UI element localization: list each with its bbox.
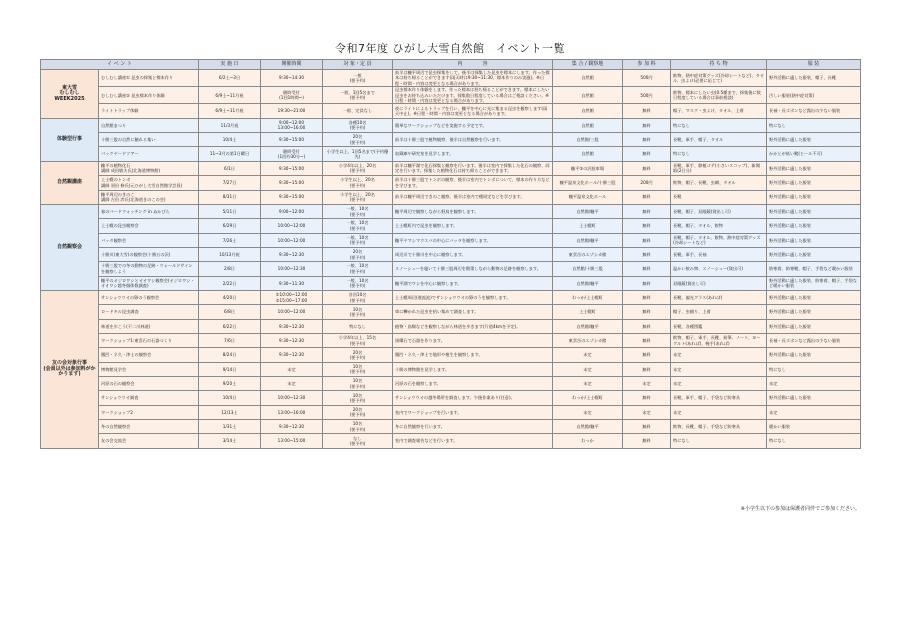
header-fee: 参 加 料 xyxy=(623,60,671,70)
place-cell: 糠平③の沢駐車場 xyxy=(553,161,623,175)
header-target: 対 象・定 員 xyxy=(323,60,393,70)
content-cell: 夜にライトによるトラップを行い、糠平を中心に光に集まる昆虫を観察します(雨天中止)。※日程・時間・内容は変更となる場合があります。 xyxy=(393,104,553,118)
date-cell: 10/13月祝 xyxy=(199,247,261,261)
fee-cell: 無料 xyxy=(623,333,671,347)
dress-cell: 野外活動に適した服装 xyxy=(767,247,861,261)
fee-cell: 無料 xyxy=(623,118,671,132)
target-cell: 20名 (要予約) xyxy=(323,405,393,419)
items-cell: 未定 xyxy=(671,376,767,390)
content-cell: 上士幌周辺(進流池)でサンショウウオの卵のうを観察します。 xyxy=(393,290,553,304)
target-cell: 小学4年以上、20名 (要予約) xyxy=(323,161,393,175)
fee-cell: 500円 xyxy=(623,70,671,87)
time-cell: 未定 xyxy=(261,376,323,390)
event-cell: 冬の自然観察会 xyxy=(99,420,199,434)
table-row xyxy=(41,333,861,347)
dress-cell: 防寒着、防寒靴、帽子、手袋など暖かい服装 xyxy=(767,262,861,276)
items-cell: 飲物、帽子、長靴、虫網、タオル xyxy=(671,176,767,190)
event-cell: 十勝三股での冬の動物の足跡・ウォールドサインを観察しよう xyxy=(99,262,199,276)
dress-cell: 特になし xyxy=(767,118,861,132)
items-cell: 飲物、標本にしたい虫(0.5種まで、採集後に数日程度している場合は事前相談) xyxy=(671,87,767,104)
date-cell: 5/11日 xyxy=(199,204,261,218)
time-cell: ①10:00~12:00 ②15:00~17:00 xyxy=(261,290,323,304)
table-row xyxy=(41,391,861,405)
table-row xyxy=(41,362,861,376)
table-row xyxy=(41,204,861,218)
content-cell: 糠平周辺で観察しながら野鳥を観察します。 xyxy=(393,204,553,218)
event-cell: 博物館見学会 xyxy=(99,362,199,376)
place-cell: 自然館/糠平 xyxy=(553,233,623,247)
event-cell: 河原の石の観察会 xyxy=(99,376,199,390)
event-cell: 春のバードウォッチング in ぬかびら xyxy=(99,204,199,218)
date-cell: 6/2土~3日 xyxy=(199,70,261,87)
event-cell: 上士幌の昆虫観察会 xyxy=(99,219,199,233)
dress-cell: 野外活動に適した服装 xyxy=(767,391,861,405)
event-cell: むしむし講座① 昆虫の採集と標本作り xyxy=(99,70,199,87)
items-cell: 帽子、虫捕り、上着 xyxy=(671,305,767,319)
target-cell: 10名 (要予約) xyxy=(323,420,393,434)
table-row xyxy=(41,133,861,147)
time-cell: 9:30~15:00 xyxy=(261,133,323,147)
time-cell: 13:00~16:00 xyxy=(261,405,323,419)
place-cell: 自然館 xyxy=(553,87,623,104)
place-cell: 東雲岳のエゾシカ館 xyxy=(553,247,623,261)
time-cell: 随時受付 (1回1時間~) xyxy=(261,87,323,104)
items-cell: 長靴、偏光グラス(あれば) xyxy=(671,290,767,304)
content-cell: 河原の石を観察します。 xyxy=(393,376,553,390)
time-cell: 未定 xyxy=(261,362,323,376)
fee-cell: 無料 xyxy=(623,319,671,333)
content-cell: 前半は糠平湖で化石採集と観察を行います。後半は室内で採集した化石の観察、同定を行います。採集した植物化石は持ち帰ることができます。 xyxy=(393,161,553,175)
fee-cell: 500円 xyxy=(623,87,671,104)
dress-cell: 野外活動に適した服装 xyxy=(767,219,861,233)
time-cell: 9:30~14:30 xyxy=(261,70,323,87)
table-row xyxy=(41,104,861,118)
target-cell: 20名 (要予約) xyxy=(323,247,393,261)
target-cell: 小学生以上、20名 (要予約) xyxy=(323,176,393,190)
content-cell: 上士幌町内で昆虫を観察します。 xyxy=(393,219,553,233)
content-cell: 植物・鳥類などを観察しながら林道を歩きます(片道4kmを予定)。 xyxy=(393,319,553,333)
table-row xyxy=(41,247,861,261)
content-cell: 収蔵庫や研究室を見学します。 xyxy=(393,147,553,161)
target-cell: 一般、10名 (要予約) xyxy=(323,204,393,218)
event-cell: ライトトラップ体験 xyxy=(99,104,199,118)
date-cell: 7/26土 xyxy=(199,233,261,247)
date-cell: 10/4日 xyxy=(199,391,261,405)
place-cell: 自然館/十勝三股 xyxy=(553,262,623,276)
event-cell: 鳳凹・ネ久・津士の観察会 xyxy=(99,348,199,362)
content-cell: 糠平湖でワシを中心に観察します。 xyxy=(393,276,553,290)
place-cell: 自然館 xyxy=(553,147,623,161)
date-cell: 7/6日 xyxy=(199,333,261,347)
target-cell: 一般、1回5名まで (要予約) xyxy=(323,87,393,104)
dress-cell: 長袖・長ズボンなど露出の少ない服装 xyxy=(767,333,861,347)
time-cell: 10:00~12:30 xyxy=(261,391,323,405)
content-cell: 冬に自然観察を行います。 xyxy=(393,420,553,434)
date-cell: 8/31日 xyxy=(199,190,261,204)
category-cell: 体験型行事 xyxy=(41,118,99,161)
date-cell: 9/20土 xyxy=(199,376,261,390)
table-row xyxy=(41,376,861,390)
place-cell: 自然館/糠平 xyxy=(553,276,623,290)
table-row xyxy=(41,219,861,233)
dress-cell: かかとが低い靴(ヒール不可) xyxy=(767,147,861,161)
event-cell: バッタ観察会 xyxy=(99,233,199,247)
fee-cell: 無料 xyxy=(623,190,671,204)
dress-cell: 野外活動に適した服装 xyxy=(767,319,861,333)
target-cell: 一般、10名 (要予約) xyxy=(323,233,393,247)
time-cell: 13:00~15:00 xyxy=(261,434,323,448)
date-cell: 6/8日 xyxy=(199,305,261,319)
time-cell: 随時受付 (1回約30分~) xyxy=(261,147,323,161)
event-cell: 糠平のオジロワシとオオワシ観察会(オジロワシ・オオワシ越冬個体数調査) xyxy=(99,276,199,290)
place-cell: 自然館/三股 xyxy=(553,133,623,147)
time-cell: 9:30~12:30 xyxy=(261,348,323,362)
content-cell: 車に轢かれた昆虫を拾い集めて調査します。 xyxy=(393,305,553,319)
items-cell: 長靴、軍手、移植ゴテ(小さいスコップ)、新聞紙(2日分) xyxy=(671,161,767,175)
items-cell: 特になし xyxy=(671,147,767,161)
place-cell: 上士幌町 xyxy=(553,305,623,319)
date-cell: 3/14土 xyxy=(199,434,261,448)
fee-cell: 無料 xyxy=(623,204,671,218)
event-cell: 友の会交流会 xyxy=(99,434,199,448)
content-cell: 室内で調査報告などを行います。 xyxy=(393,434,553,448)
time-cell: 10:00~12:30 xyxy=(261,262,323,276)
dress-cell: 野外活動に適した服装 xyxy=(767,161,861,175)
event-cell: バックヤードツアー xyxy=(99,147,199,161)
date-cell: 6/1日 xyxy=(199,161,261,175)
place-cell: わっか/上士幌町 xyxy=(553,290,623,304)
dress-cell: 野外活動に適した服装 xyxy=(767,133,861,147)
items-cell: 長靴、各種図鑑 xyxy=(671,319,767,333)
content-cell: 黒曜石で石器を作ります。 xyxy=(393,333,553,347)
dress-cell: 野外活動に適した服装 xyxy=(767,176,861,190)
date-cell: 7/27日 xyxy=(199,176,261,190)
place-cell: 自然館 xyxy=(553,70,623,87)
time-cell: 9:30~12:30 xyxy=(261,319,323,333)
items-cell: 飲物、長靴、帽子、手袋など防寒具 xyxy=(671,420,767,434)
content-cell: 糠平ヤマシマウスバの中心にバッタを観察します。 xyxy=(393,233,553,247)
content-cell: 昆虫標本作り体験をします。作った標本は持ち帰ることができます。標本にしたい昆虫をお持ち込みいただけます。採集数日程度している場合はご相談ください。※日程・時間・内容は変更となる場合があります。 xyxy=(393,87,553,104)
fee-cell: 無料 xyxy=(623,233,671,247)
table-row xyxy=(41,405,861,419)
time-cell: 9:30~12:30 xyxy=(261,333,323,347)
target-cell: 20名 (要予約) xyxy=(323,348,393,362)
content-cell: 前半は十勝三股でトンボの観察、後半は室内でトンボについて、標本の作り方などを学びます。 xyxy=(393,176,553,190)
category-cell: 東大雪 むしむし WEEK2025 xyxy=(41,70,99,119)
target-cell: 20名 (要予約) xyxy=(323,133,393,147)
table-row xyxy=(41,70,861,87)
date-cell: 12/13土 xyxy=(199,405,261,419)
dress-cell: 未定 xyxy=(767,405,861,419)
target-cell: 各種10名 (要予約) xyxy=(323,118,393,132)
target-cell: 小学生以上、1回5名まで(予約優先) xyxy=(323,147,393,161)
dress-cell: 特になし xyxy=(767,362,861,376)
dress-cell: 暖かい服装 xyxy=(767,420,861,434)
content-cell: 室内でワークショップを行います。 xyxy=(393,405,553,419)
content-cell: 周辺川で十勝川を中心に観察します。 xyxy=(393,247,553,261)
table-row xyxy=(41,276,861,290)
target-cell: なし (要予約) xyxy=(323,434,393,448)
fee-cell: 200円 xyxy=(623,176,671,190)
target-cell: 小学生以上、20名 (要予約) xyxy=(323,190,393,204)
event-cell: 糠平の植物化石 講師 成田敏夫氏(北海道博物館) xyxy=(99,161,199,175)
time-cell: 10:00~12:00 xyxy=(261,305,323,319)
place-cell: 未定 xyxy=(553,348,623,362)
fee-cell: 無料 xyxy=(623,247,671,261)
table-row xyxy=(41,420,861,434)
time-cell: 9:30~12:30 xyxy=(261,420,323,434)
items-cell: 長靴、帽子、タオル、飲物、熱中症対策グッズ(冷却シートなど) xyxy=(671,233,767,247)
place-cell: 糠平温泉文化ホール xyxy=(553,190,623,204)
event-cell: 自然館まつり xyxy=(99,118,199,132)
content-cell: 前半は糠平周辺できのこ観察、後半は室内で種同定などを学びます。 xyxy=(393,190,553,204)
content-cell: 前半は十勝三股で植物観察、後半は自然観察を行います。 xyxy=(393,133,553,147)
place-cell: 東雲岳のエゾシカ館 xyxy=(553,333,623,347)
place-cell: 糠平温泉文化ホール/十勝三股 xyxy=(553,176,623,190)
fee-cell: 無料 xyxy=(623,133,671,147)
place-cell: 自然館/糠平 xyxy=(553,204,623,218)
content-cell: 簡単なワークショップなどを実施する予定です。 xyxy=(393,118,553,132)
time-cell: 19:30~21:00 xyxy=(261,104,323,118)
table-row xyxy=(41,118,861,132)
date-cell: 6/9土~11月祝 xyxy=(199,104,261,118)
header-time: 開催時間 xyxy=(261,60,323,70)
fee-cell: 無料 xyxy=(623,420,671,434)
time-cell: 10:00~12:00 xyxy=(261,233,323,247)
items-cell: 未定 xyxy=(671,362,767,376)
content-cell: スノーシューを履いて十勝三股周辺を散策しながら動物の足跡を観察します。 xyxy=(393,262,553,276)
place-cell: 自然館 xyxy=(553,104,623,118)
date-cell: 6/9土~11月祝 xyxy=(199,87,261,104)
dress-cell: 未定 xyxy=(767,376,861,390)
dress-cell: 野外活動に適した服装、防寒着、帽子、手袋など暖かい服装 xyxy=(767,276,861,290)
header-place: 集 合 / 観察地 xyxy=(553,60,623,70)
dress-cell: 野外活動に適した服装、帽子、長靴 xyxy=(767,70,861,87)
place-cell: わっか/上士幌町 xyxy=(553,391,623,405)
event-table-body xyxy=(41,70,861,449)
category-cell: 自然観講座 xyxy=(41,161,99,204)
dress-cell: 長袖・長ズボンなど露出の少ない服装 xyxy=(767,104,861,118)
table-row xyxy=(41,233,861,247)
date-cell: 6/22日 xyxy=(199,319,261,333)
table-row xyxy=(41,161,861,175)
date-cell: 4/20日 xyxy=(199,290,261,304)
fee-cell: 無料 xyxy=(623,348,671,362)
place-cell: わっか xyxy=(553,434,623,448)
items-cell: 長靴 xyxy=(671,190,767,204)
header-items: 持 ち 物 xyxy=(671,60,767,70)
place-cell: 未定 xyxy=(553,362,623,376)
items-cell: 双眼鏡(貸出し可) xyxy=(671,276,767,290)
table-row xyxy=(41,434,861,448)
target-cell: 一般、定員なし xyxy=(323,104,393,118)
time-cell: 9:30~15:00 xyxy=(261,176,323,190)
event-cell: 糠平周辺のきのこ 講師 吉田 渉氏(北海道きのこの会) xyxy=(99,190,199,204)
place-cell: 未定 xyxy=(553,405,623,419)
date-cell: 10/4土 xyxy=(199,133,261,147)
dress-cell: 野外活動に適した服装 xyxy=(767,233,861,247)
place-cell: 上士幌町 xyxy=(553,219,623,233)
target-cell: 10名 (要予約) xyxy=(323,362,393,376)
footnote: ※小学生以下の参加は保護者同伴でご参加ください。 xyxy=(740,506,860,512)
dress-cell: 野外活動に適した服装 xyxy=(767,348,861,362)
place-cell: 自然館/糠平 xyxy=(553,319,623,333)
content-cell: サンショウウオの越冬場所を調査します。午後作業あり(任意)。 xyxy=(393,391,553,405)
header-event: イ ベ ン ト xyxy=(41,60,199,70)
content-cell: 十勝の博物館を見学します。 xyxy=(393,362,553,376)
page-title: 令和7年度 ひがし大雪自然館 イベント一覧 xyxy=(335,42,565,55)
category-cell: 友の会対象行事 (会員以外は参加料がかかります) xyxy=(41,290,99,448)
header-row xyxy=(41,60,861,70)
target-cell: 一般、10名 (要予約) xyxy=(323,219,393,233)
items-cell: 未定 xyxy=(671,348,767,362)
date-cell: 6/29日 xyxy=(199,219,261,233)
fee-cell: 無料 xyxy=(623,290,671,304)
table-row xyxy=(41,176,861,190)
date-cell: 1/31土 xyxy=(199,420,261,434)
target-cell: 各回10名 (要予約) xyxy=(323,290,393,304)
date-cell: 11~3月の第1日曜日 xyxy=(199,147,261,161)
place-cell: 自然館 xyxy=(553,118,623,132)
event-cell: 林道を歩こう(不二川林道) xyxy=(99,319,199,333)
items-cell: 長靴、軍手、長袖 xyxy=(671,247,767,261)
time-cell: 10:00~12:00 xyxy=(261,219,323,233)
fee-cell: 無料 xyxy=(623,391,671,405)
event-table xyxy=(40,59,861,449)
date-cell: 9/14日 xyxy=(199,362,261,376)
target-cell: 10名 (要予約) xyxy=(323,376,393,390)
fee-cell: 未定 xyxy=(623,376,671,390)
time-cell: 9:00~12:00 xyxy=(261,204,323,218)
fee-cell: 無料 xyxy=(623,434,671,448)
event-cell: ワークショップ1:東雲石の石器づくり xyxy=(99,333,199,347)
place-cell: 未定 xyxy=(553,376,623,390)
place-cell: 自然館/糠平 xyxy=(553,420,623,434)
target-cell: 一般 (要予約) xyxy=(323,70,393,87)
date-cell: 2/22日 xyxy=(199,276,261,290)
items-cell: 特になし xyxy=(671,118,767,132)
event-cell: 十勝川(東大雪)の観察会(十勝五の沢) xyxy=(99,247,199,261)
dress-cell: 野外活動に適した服装 xyxy=(767,290,861,304)
event-cell: サンショウウオ調査 xyxy=(99,391,199,405)
event-cell: ワークショップ2 xyxy=(99,405,199,419)
target-cell: 10名 (要予約) xyxy=(323,305,393,319)
target-cell: 一般、10名 (要予約) xyxy=(323,276,393,290)
time-cell: 9:30~15:00 xyxy=(261,161,323,175)
time-cell: 9:30~12:30 xyxy=(261,247,323,261)
header-content: 内 容 xyxy=(393,60,553,70)
target-cell: 特になし xyxy=(323,319,393,333)
dress-cell: 野外活動に適した服装 xyxy=(767,305,861,319)
table-row xyxy=(41,147,861,161)
date-cell: 8/24日 xyxy=(199,348,261,362)
items-cell: 特になし xyxy=(671,434,767,448)
fee-cell: 無料 xyxy=(623,161,671,175)
event-cell: サンショウウオの卵のう観察会 xyxy=(99,290,199,304)
fee-cell: 無料 xyxy=(623,147,671,161)
fee-cell: 無料 xyxy=(623,305,671,319)
items-cell: 長靴、帽子、双眼鏡(貸出し可) xyxy=(671,204,767,218)
header-dress: 服 装 xyxy=(767,60,861,70)
date-cell: 11/3月祝 xyxy=(199,118,261,132)
target-cell: 小学4年以上、15名 (要予約) xyxy=(323,333,393,347)
fee-cell: 無料 xyxy=(623,276,671,290)
fee-cell: 無料 xyxy=(623,362,671,376)
event-cell: ロードキル昆虫調査 xyxy=(99,305,199,319)
target-cell: 一般、10名 (要予約) xyxy=(323,262,393,276)
category-cell: 自然観察会 xyxy=(41,204,99,290)
fee-cell: 無料 xyxy=(623,104,671,118)
items-cell: 未定 xyxy=(671,405,767,419)
table-row xyxy=(41,348,861,362)
event-cell: むしむし講座② 昆虫標本作り体験 xyxy=(99,87,199,104)
items-cell: 温かい飲み物、スノーシュー(貸出可) xyxy=(671,262,767,276)
dress-cell: 野外活動に適した服装 xyxy=(767,190,861,204)
items-cell: 長靴、軍手、帽子、手袋など防寒具 xyxy=(671,391,767,405)
items-cell: 飲物、帽子、軍手、長靴、鉛筆、ノート、ヨーグルト(あれば)、軽手(あれば) xyxy=(671,333,767,347)
event-cell: 上士幌のトンボ 講師 須田 修氏(元ひがし大雪自然館学芸員) xyxy=(99,176,199,190)
items-cell: 飲物、熱中症対策グッズ(冷却シートなど)、タオル、虫よけ(必要に応じて) xyxy=(671,70,767,87)
content-cell: 鳳凹・ネ久・津士で地形や植生を観察します。 xyxy=(393,348,553,362)
fee-cell: 無料 xyxy=(623,219,671,233)
table-row xyxy=(41,290,861,304)
target-cell: 10名 (要予約) xyxy=(323,391,393,405)
dress-cell: 特になし xyxy=(767,434,861,448)
fee-cell: 未定 xyxy=(623,405,671,419)
items-cell: 長靴、軍手、帽子、タオル xyxy=(671,133,767,147)
content-cell: 前半は糠平周辺で昆虫採集をして、後半は採集した昆虫を標本にします。作った標本は持ち帰ることができます(雨天時は9:30~11:30、標本作りのみ実施)。※日程・時間・内容は変更となる場合があります。 xyxy=(393,70,553,87)
event-cell: 十勝三股の自然に触れる集い xyxy=(99,133,199,147)
time-cell: 9:30~15:00 xyxy=(261,190,323,204)
time-cell: 9:00~12:00 13:00~16:00 xyxy=(261,118,323,132)
time-cell: 9:30~11:30 xyxy=(261,276,323,290)
items-cell: 長靴、帽子、タオル、飲物 xyxy=(671,219,767,233)
table-row xyxy=(41,319,861,333)
fee-cell: 無料 xyxy=(623,262,671,276)
table-row xyxy=(41,305,861,319)
header-date: 実 施 日 xyxy=(199,60,261,70)
dress-cell: 野外活動に適した服装 xyxy=(767,204,861,218)
date-cell: 2/8日 xyxy=(199,262,261,276)
table-row xyxy=(41,87,861,104)
items-cell: 帽子、マスク・虫よけ、タオル、上着 xyxy=(671,104,767,118)
table-row xyxy=(41,262,861,276)
table-row xyxy=(41,190,861,204)
dress-cell: 汚しい服装(熱中症対策) xyxy=(767,87,861,104)
